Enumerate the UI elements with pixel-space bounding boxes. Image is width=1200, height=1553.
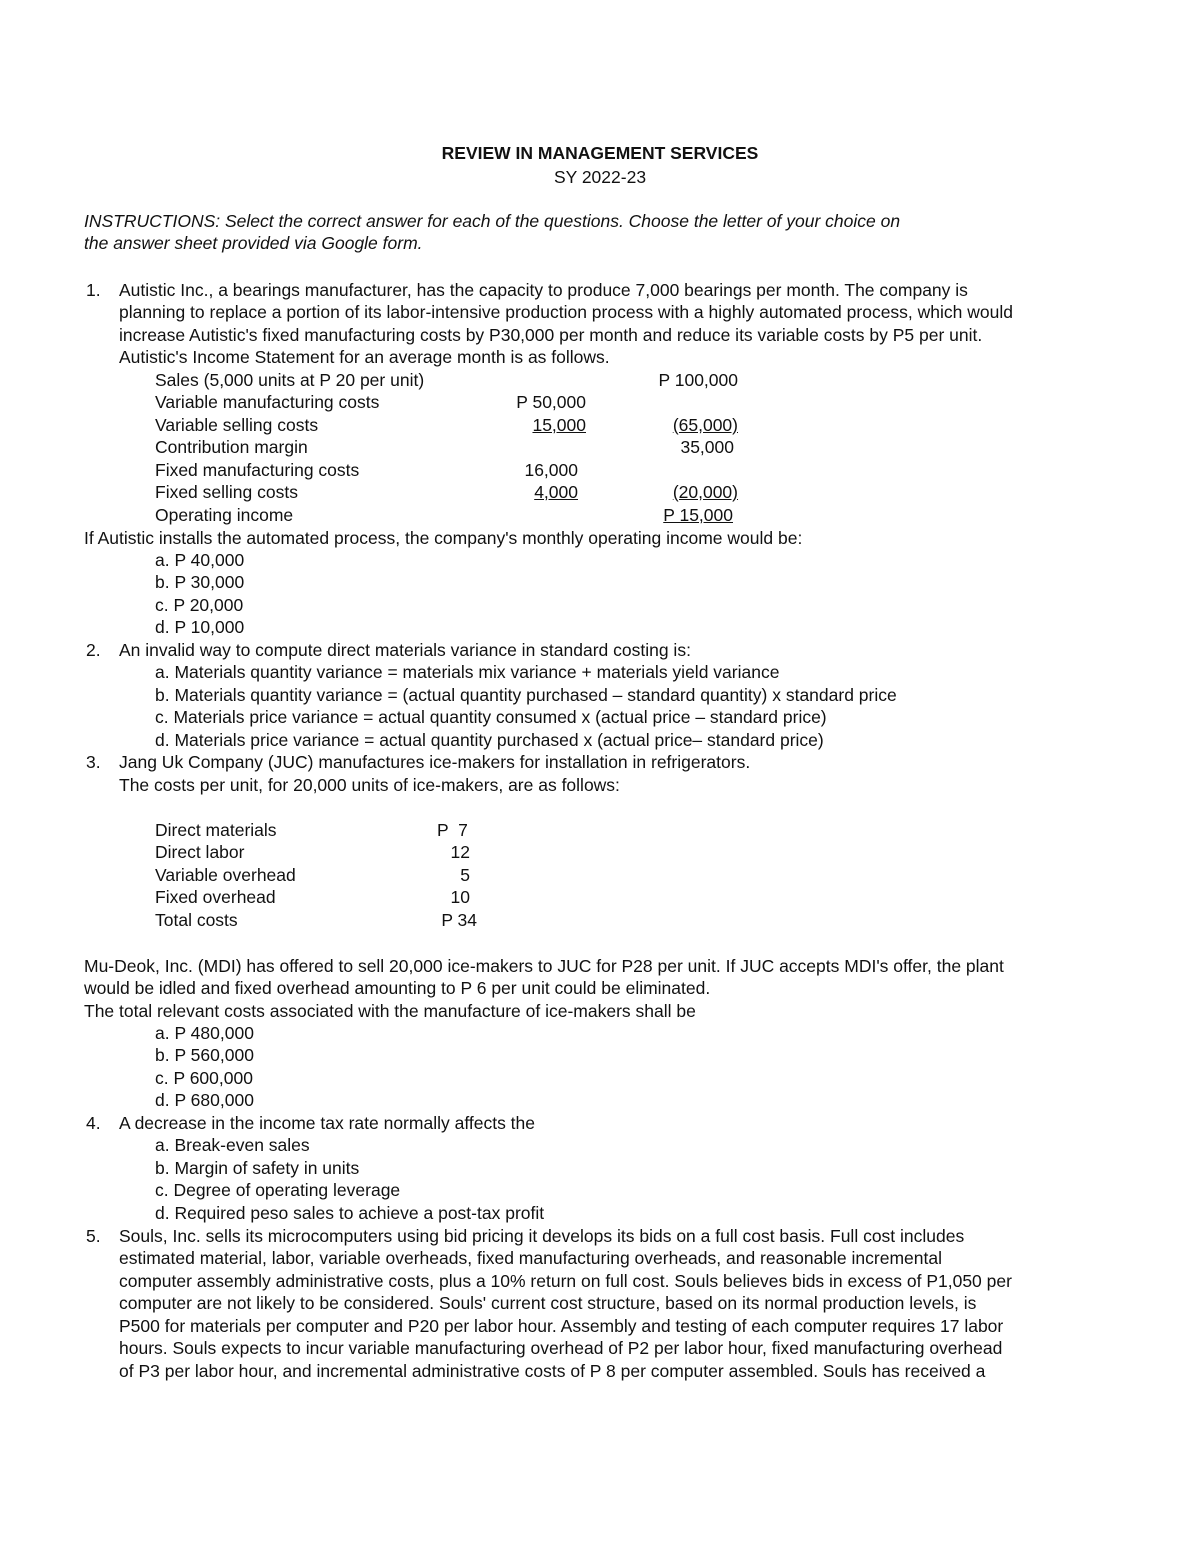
- q1-question: If Autistic installs the automated process, the company's monthly operating income would be:: [84, 528, 803, 548]
- instructions-line-1: INSTRUCTIONS: Select the correct answer for each of the questions. Choose the letter of your choice on: [84, 211, 901, 231]
- document-subtitle: SY 2022-23: [553, 167, 647, 187]
- statement-label: Variable selling costs: [155, 415, 319, 435]
- q5-text-line: computer assembly administrative costs, plus a 10% return on full cost. Souls believes bids in excess of P1,050 per: [119, 1271, 1012, 1291]
- statement-value: (65,000): [672, 415, 738, 435]
- q3-offer-line: The total relevant costs associated with the manufacture of ice-makers shall be: [84, 1001, 696, 1021]
- q4-number: 4.: [86, 1113, 101, 1133]
- cost-label: Direct labor: [155, 842, 245, 862]
- q3-offer-line: would be idled and fixed overhead amounting to P 6 per unit could be eliminated.: [84, 978, 711, 998]
- q3-offer-line: Mu-Deok, Inc. (MDI) has offered to sell 20,000 ice-makers to JUC for P28 per unit. If JUC accepts MDI's offer, the plant: [84, 956, 1004, 976]
- cost-label: Direct materials: [155, 820, 277, 840]
- statement-label: Fixed manufacturing costs: [155, 460, 360, 480]
- statement-label: Sales (5,000 units at P 20 per unit): [155, 370, 425, 390]
- q2-choice-b: b. Materials quantity variance = (actual quantity purchased – standard quantity) x standard price: [155, 685, 897, 705]
- statement-label: Operating income: [155, 505, 294, 525]
- q1-text-line: planning to replace a portion of its labor-intensive production process with a highly automated process, which would: [119, 302, 1013, 322]
- q2-number: 2.: [86, 640, 101, 660]
- q5-text-line: P500 for materials per computer and P20 per labor hour. Assembly and testing of each computer requires 17 labor: [119, 1316, 1004, 1336]
- statement-value: 35,000: [680, 437, 734, 457]
- q2-text: An invalid way to compute direct materials variance in standard costing is:: [119, 640, 691, 660]
- q2-choice-d: d. Materials price variance = actual quantity purchased x (actual price– standard price): [155, 730, 824, 750]
- cost-value: 10: [450, 887, 470, 907]
- q1-choice-a: a. P 40,000: [155, 550, 245, 570]
- statement-value: P 15,000: [663, 505, 733, 525]
- cost-value: P 34: [441, 910, 477, 930]
- cost-label: Total costs: [155, 910, 238, 930]
- statement-value: P 100,000: [658, 370, 738, 390]
- q5-text-line: estimated material, labor, variable overheads, fixed manufacturing overheads, and reasonable incremental: [119, 1248, 942, 1268]
- q5-text-line: computer are not likely to be considered. Souls' current cost structure, based on its normal production levels, is: [119, 1293, 977, 1313]
- cost-label: Variable overhead: [155, 865, 296, 885]
- q4-choice-b: b. Margin of safety in units: [155, 1158, 360, 1178]
- q2-choice-c: c. Materials price variance = actual quantity consumed x (actual price – standard price): [155, 707, 827, 727]
- document-title: REVIEW IN MANAGEMENT SERVICES: [441, 143, 759, 163]
- q5-text-line: hours. Souls expects to incur variable manufacturing overhead of P2 per labor hour, fixed manufacturing overhead: [119, 1338, 1003, 1358]
- q1-choice-b: b. P 30,000: [155, 572, 245, 592]
- q1-text-line: Autistic's Income Statement for an average month is as follows.: [119, 347, 610, 367]
- instructions-line-2: the answer sheet provided via Google form.: [84, 233, 423, 253]
- q5-number: 5.: [86, 1226, 101, 1246]
- q1-choice-d: d. P 10,000: [155, 617, 245, 637]
- q1-choice-c: c. P 20,000: [155, 595, 244, 615]
- q3-text-line: The costs per unit, for 20,000 units of ice-makers, are as follows:: [119, 775, 620, 795]
- statement-value: 4,000: [534, 482, 578, 502]
- q3-number: 3.: [86, 752, 101, 772]
- q1-number: 1.: [86, 280, 101, 300]
- statement-value: (20,000): [672, 482, 738, 502]
- q3-choice-d: d. P 680,000: [155, 1090, 254, 1110]
- q3-choice-c: c. P 600,000: [155, 1068, 253, 1088]
- q4-choice-d: d. Required peso sales to achieve a post-tax profit: [155, 1203, 545, 1223]
- statement-value: 15,000: [532, 415, 586, 435]
- statement-value: 16,000: [524, 460, 578, 480]
- q4-choice-c: c. Degree of operating leverage: [155, 1180, 401, 1200]
- q1-text-line: Autistic Inc., a bearings manufacturer, has the capacity to produce 7,000 bearings per month. The company is: [119, 280, 968, 300]
- q5-text-line: of P3 per labor hour, and incremental administrative costs of P 8 per computer assembled. Souls has received a: [119, 1361, 986, 1381]
- cost-label: Fixed overhead: [155, 887, 276, 907]
- q3-choice-a: a. P 480,000: [155, 1023, 254, 1043]
- q4-text: A decrease in the income tax rate normally affects the: [119, 1113, 536, 1133]
- cost-value: P 7: [437, 820, 468, 840]
- q1-text-line: increase Autistic's fixed manufacturing costs by P30,000 per month and reduce its variable costs by P5 per unit.: [119, 325, 983, 345]
- statement-label: Variable manufacturing costs: [155, 392, 380, 412]
- statement-label: Contribution margin: [155, 437, 308, 457]
- statement-label: Fixed selling costs: [155, 482, 298, 502]
- q3-text-line: Jang Uk Company (JUC) manufactures ice-makers for installation in refrigerators.: [119, 752, 751, 772]
- q3-choice-b: b. P 560,000: [155, 1045, 254, 1065]
- q2-choice-a: a. Materials quantity variance = materials mix variance + materials yield variance: [155, 662, 780, 682]
- q4-choice-a: a. Break-even sales: [155, 1135, 310, 1155]
- cost-value: 12: [450, 842, 470, 862]
- q5-text-line: Souls, Inc. sells its microcomputers using bid pricing it develops its bids on a full cost basis. Full cost includes: [119, 1226, 965, 1246]
- cost-value: 5: [460, 865, 470, 885]
- statement-value: P 50,000: [516, 392, 586, 412]
